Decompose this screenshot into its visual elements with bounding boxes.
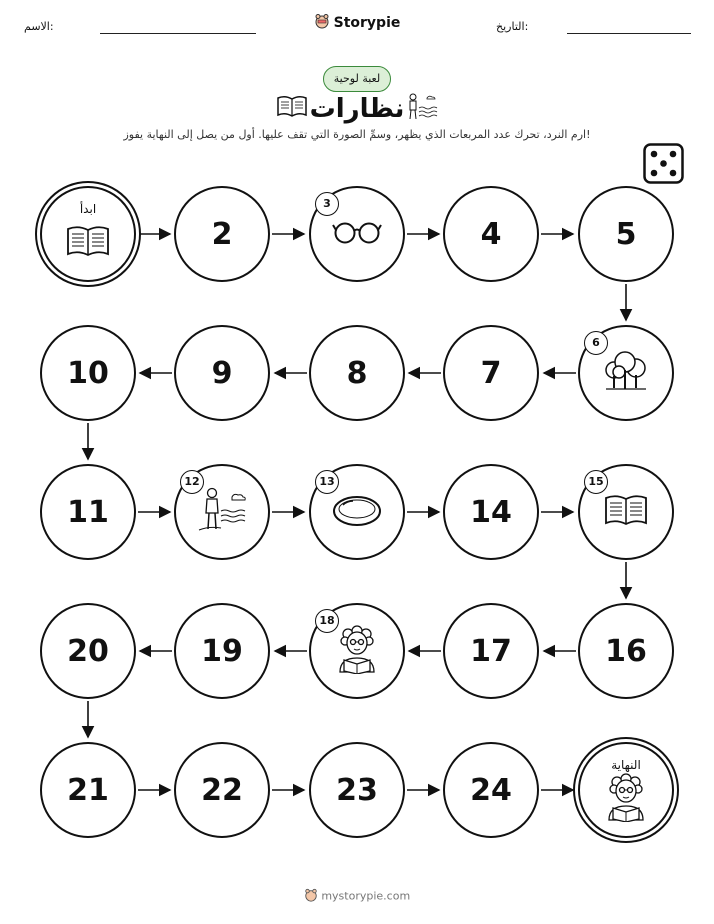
board-square[interactable] <box>40 603 136 699</box>
shore-icon <box>195 485 249 539</box>
square-number: 22 <box>201 772 243 808</box>
board-square[interactable] <box>578 186 674 282</box>
grandma-reading-icon <box>330 624 384 678</box>
square-number: 5 <box>615 216 637 252</box>
book-icon <box>65 224 111 262</box>
square-number: 6 <box>584 331 608 355</box>
square-number: 14 <box>470 494 512 530</box>
square-number: 24 <box>470 772 512 808</box>
board-square[interactable] <box>174 186 270 282</box>
board-square[interactable] <box>309 325 405 421</box>
square-number: 17 <box>470 633 512 669</box>
footer <box>0 888 714 905</box>
board-square[interactable] <box>309 742 405 838</box>
lens-icon <box>331 491 383 533</box>
square-number: 20 <box>67 633 109 669</box>
board-square[interactable] <box>309 603 405 699</box>
square-number: 21 <box>67 772 109 808</box>
board-square[interactable] <box>578 603 674 699</box>
board-square[interactable] <box>174 325 270 421</box>
square-number: 8 <box>346 355 368 391</box>
board-square[interactable] <box>578 325 674 421</box>
board-square[interactable] <box>443 186 539 282</box>
date-label: التاريخ: <box>496 20 529 33</box>
board-square[interactable] <box>174 464 270 560</box>
square-number: 16 <box>605 633 647 669</box>
board-square[interactable] <box>309 464 405 560</box>
footer-url: mystorypie.com <box>321 889 411 903</box>
end-square[interactable] <box>578 742 674 838</box>
book-icon <box>603 493 649 531</box>
storypie-logo-icon <box>304 888 318 905</box>
board-square[interactable] <box>40 464 136 560</box>
square-number: 23 <box>336 772 378 808</box>
square-number: 19 <box>201 633 243 669</box>
board-square[interactable] <box>578 464 674 560</box>
square-number: 3 <box>315 192 339 216</box>
board-square[interactable] <box>40 325 136 421</box>
board-square[interactable] <box>40 742 136 838</box>
board-square[interactable] <box>174 603 270 699</box>
board-square[interactable] <box>443 325 539 421</box>
start-label: ابدأ <box>79 202 97 216</box>
board-square[interactable] <box>443 742 539 838</box>
board-square[interactable] <box>174 742 270 838</box>
board-square[interactable] <box>309 186 405 282</box>
instructions: ارم النرد، تحرك عدد المربعات الذي يظهر، وسمِّ الصورة التي تقف عليها. أول من يصل إلى النهاية يفوز! <box>123 128 591 141</box>
square-number: 12 <box>180 470 204 494</box>
square-number: 2 <box>211 216 233 252</box>
square-number: 15 <box>584 470 608 494</box>
square-number: 18 <box>315 609 339 633</box>
square-number: 11 <box>67 494 109 530</box>
board-square[interactable] <box>443 464 539 560</box>
board-square[interactable] <box>443 603 539 699</box>
brand-name: Storypie <box>333 15 401 31</box>
grandma-reading-icon <box>599 772 653 826</box>
game-type-badge: لعبة لوحية <box>323 66 391 92</box>
start-square[interactable] <box>40 186 136 282</box>
square-number: 4 <box>480 216 502 252</box>
square-number: 10 <box>67 355 109 391</box>
end-label: النهاية <box>611 758 641 772</box>
square-number: 9 <box>211 355 233 391</box>
square-number: 7 <box>480 355 502 391</box>
tree-icon <box>602 350 650 396</box>
name-label: الاسم: <box>24 20 54 33</box>
square-number: 13 <box>315 470 339 494</box>
page-title: نظارات <box>309 94 405 124</box>
glasses-icon <box>332 219 382 249</box>
